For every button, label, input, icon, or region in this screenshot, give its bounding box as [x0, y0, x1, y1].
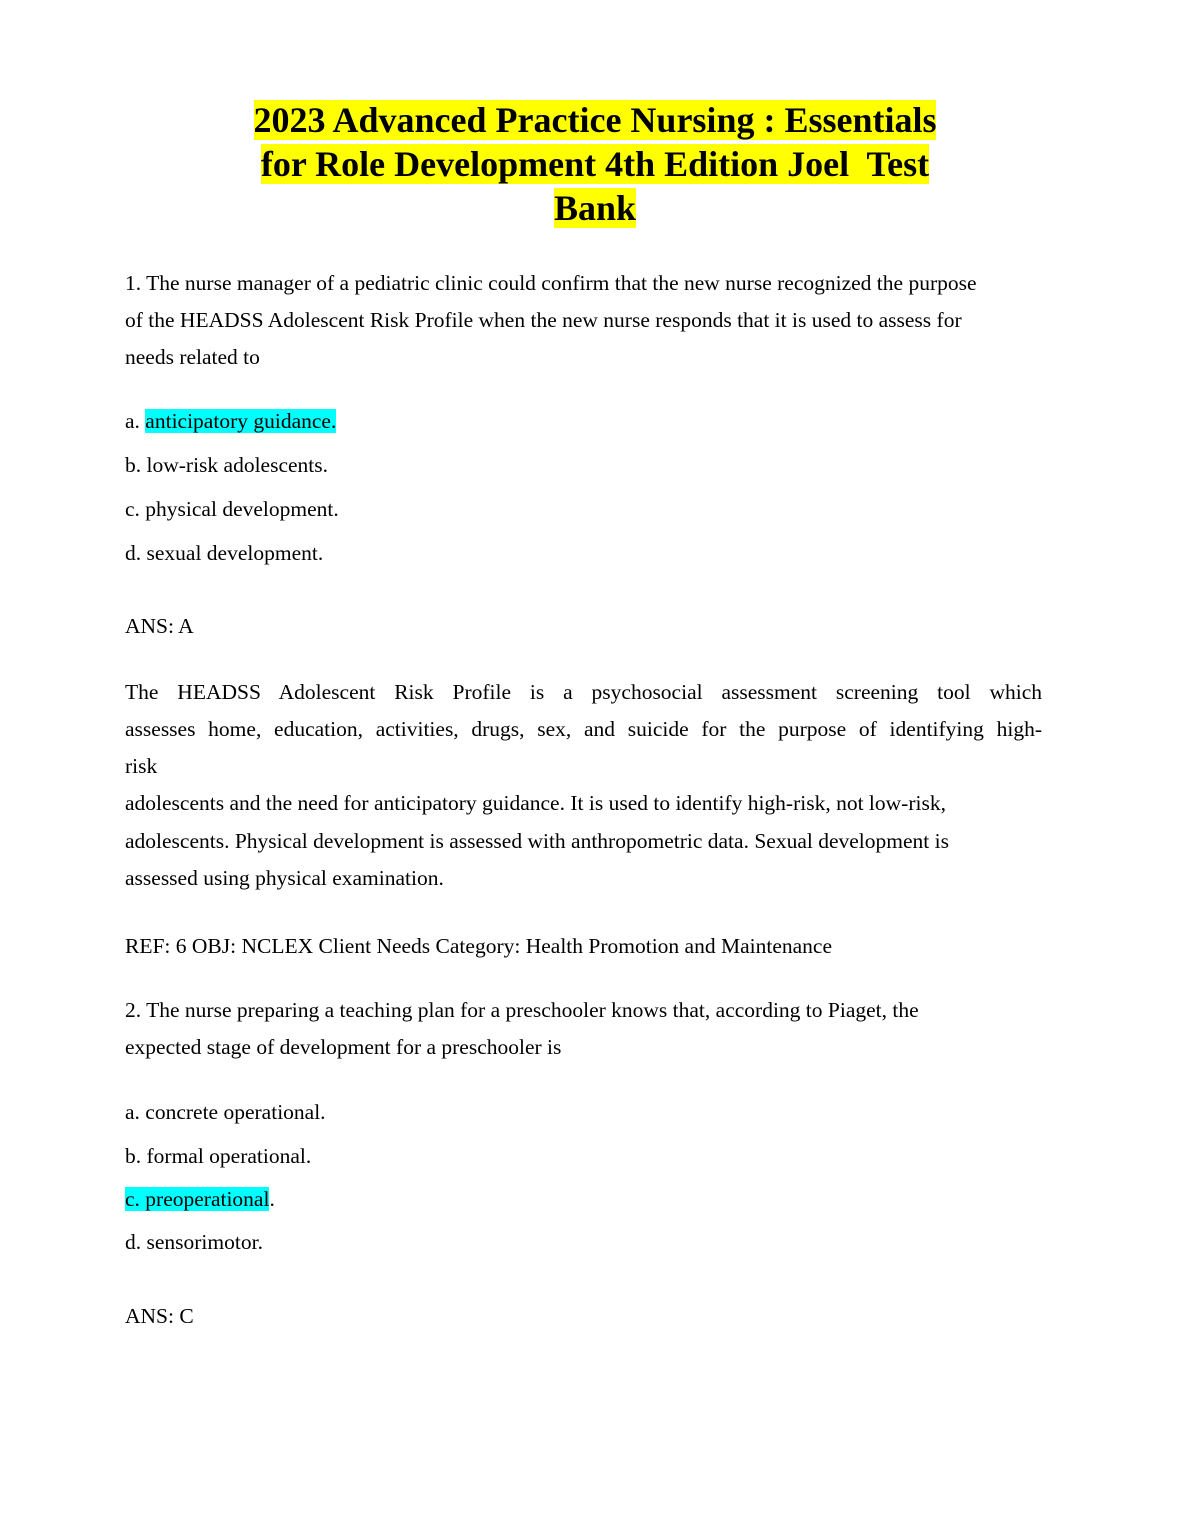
- highlighted-answer: anticipatory guidance.: [145, 409, 337, 433]
- question-2-stem-line-2: expected stage of development for a preschooler is: [125, 1035, 562, 1059]
- question-1-rationale-line-4: adolescents and the need for anticipatory guidance. It is used to identify high-risk, not low-risk,: [125, 791, 946, 815]
- highlighted-answer: c. preoperational: [125, 1187, 270, 1211]
- question-1-stem-line-3: needs related to: [125, 345, 260, 369]
- question-1-rationale-line-3: risk: [125, 754, 158, 778]
- title-line-2: for Role Development 4th Edition Joel Test: [260, 144, 930, 184]
- question-1-stem-line-1: 1. The nurse manager of a pediatric clinic could confirm that the new nurse recognized the purpose: [125, 271, 977, 295]
- question-2-stem-line-1: 2. The nurse preparing a teaching plan for a preschooler knows that, according to Piaget, the: [125, 998, 919, 1022]
- question-1-stem-line-2: of the HEADSS Adolescent Risk Profile when the new nurse responds that it is used to assess for: [125, 308, 962, 332]
- question-1-rationale-line-1: [125, 674, 1042, 711]
- question-1-rationale-line-5: adolescents. Physical development is assessed with anthropometric data. Sexual development is: [125, 829, 949, 853]
- question-2-option-d: d. sensorimotor.: [125, 1230, 263, 1254]
- document-title: [200, 98, 990, 230]
- question-1-option-c: c. physical development.: [125, 497, 339, 521]
- question-2-answer: ANS: C: [125, 1304, 194, 1328]
- question-2-option-a: a. concrete operational.: [125, 1100, 326, 1124]
- question-1-option-b: b. low-risk adolescents.: [125, 453, 329, 477]
- question-1-reference: REF: 6 OBJ: NCLEX Client Needs Category: Health Promotion and Maintenance: [125, 934, 833, 958]
- rationale-text: assesses home, education, activities, drugs, sex, and suicide for the purpose of identifying high-: [125, 717, 1042, 741]
- question-1-option-d: d. sexual development.: [125, 541, 324, 565]
- option-prefix: a.: [125, 409, 146, 433]
- rationale-text: The HEADSS Adolescent Risk Profile is a psychosocial assessment screening tool which: [125, 680, 1042, 704]
- option-suffix: .: [269, 1187, 275, 1211]
- question-1-answer: ANS: A: [125, 614, 194, 638]
- question-2-option-b: b. formal operational.: [125, 1144, 312, 1168]
- question-1-rationale-line-6: assessed using physical examination.: [125, 866, 444, 890]
- question-2-option-c: [125, 1181, 275, 1218]
- title-line-3: Bank: [553, 188, 637, 228]
- title-line-1: 2023 Advanced Practice Nursing : Essentials: [253, 100, 937, 140]
- question-1-option-a: [125, 403, 336, 440]
- question-1-rationale-line-2: [125, 711, 1042, 748]
